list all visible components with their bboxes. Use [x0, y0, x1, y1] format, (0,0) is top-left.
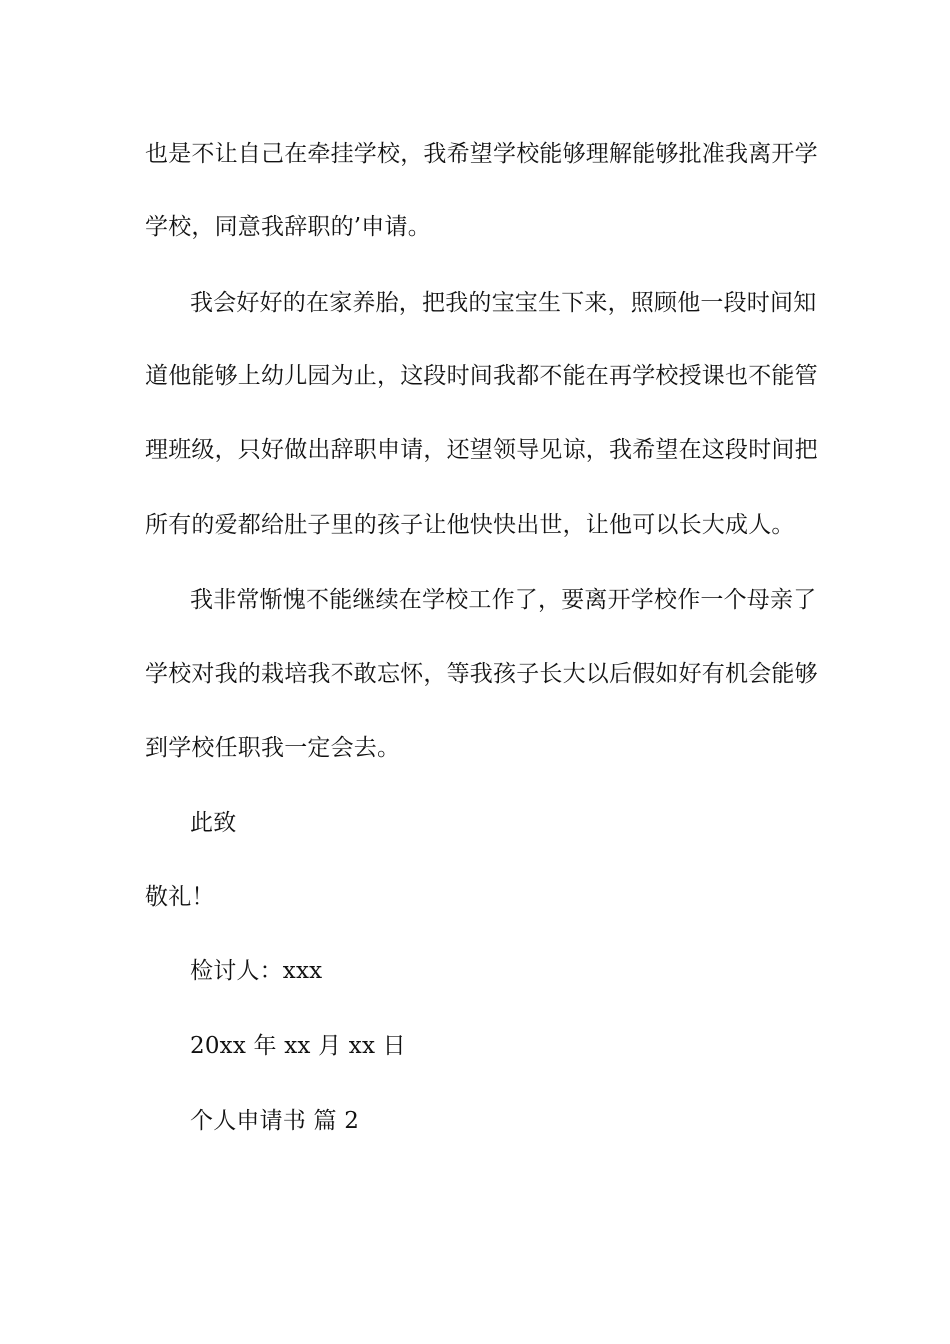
body-line-5: 理班级，只好做出辞职申请，还望领导见谅，我希望在这段时间把 — [145, 437, 818, 463]
body-line-8: 学校对我的栽培我不敢忘怀，等我孩子长大以后假如好有机会能够 — [145, 661, 818, 687]
date-line: 20xx 年 xx 月 xx 日 — [190, 1033, 406, 1059]
signer-line: 检讨人：xxx — [190, 958, 323, 984]
body-line-3: 我会好好的在家养胎，把我的宝宝生下来，照顾他一段时间知 — [190, 290, 817, 316]
body-line-4: 道他能够上幼儿园为止，这段时间我都不能在再学校授课也不能管 — [145, 363, 818, 389]
closing-salutation: 此致 — [190, 810, 237, 836]
closing-regards: 敬礼！ — [145, 884, 215, 910]
body-line-7: 我非常惭愧不能继续在学校工作了，要离开学校作一个母亲了 — [190, 587, 817, 613]
section-heading: 个人申请书 篇 2 — [190, 1108, 360, 1134]
body-line-6: 所有的爱都给肚子里的孩子让他快快出世，让他可以长大成人。 — [145, 512, 795, 538]
body-line-2: 学校，同意我辞职的’申请。 — [145, 214, 431, 240]
body-line-1: 也是不让自己在牵挂学校，我希望学校能够理解能够批准我离开学 — [145, 141, 818, 167]
body-line-9: 到学校任职我一定会去。 — [145, 735, 401, 761]
